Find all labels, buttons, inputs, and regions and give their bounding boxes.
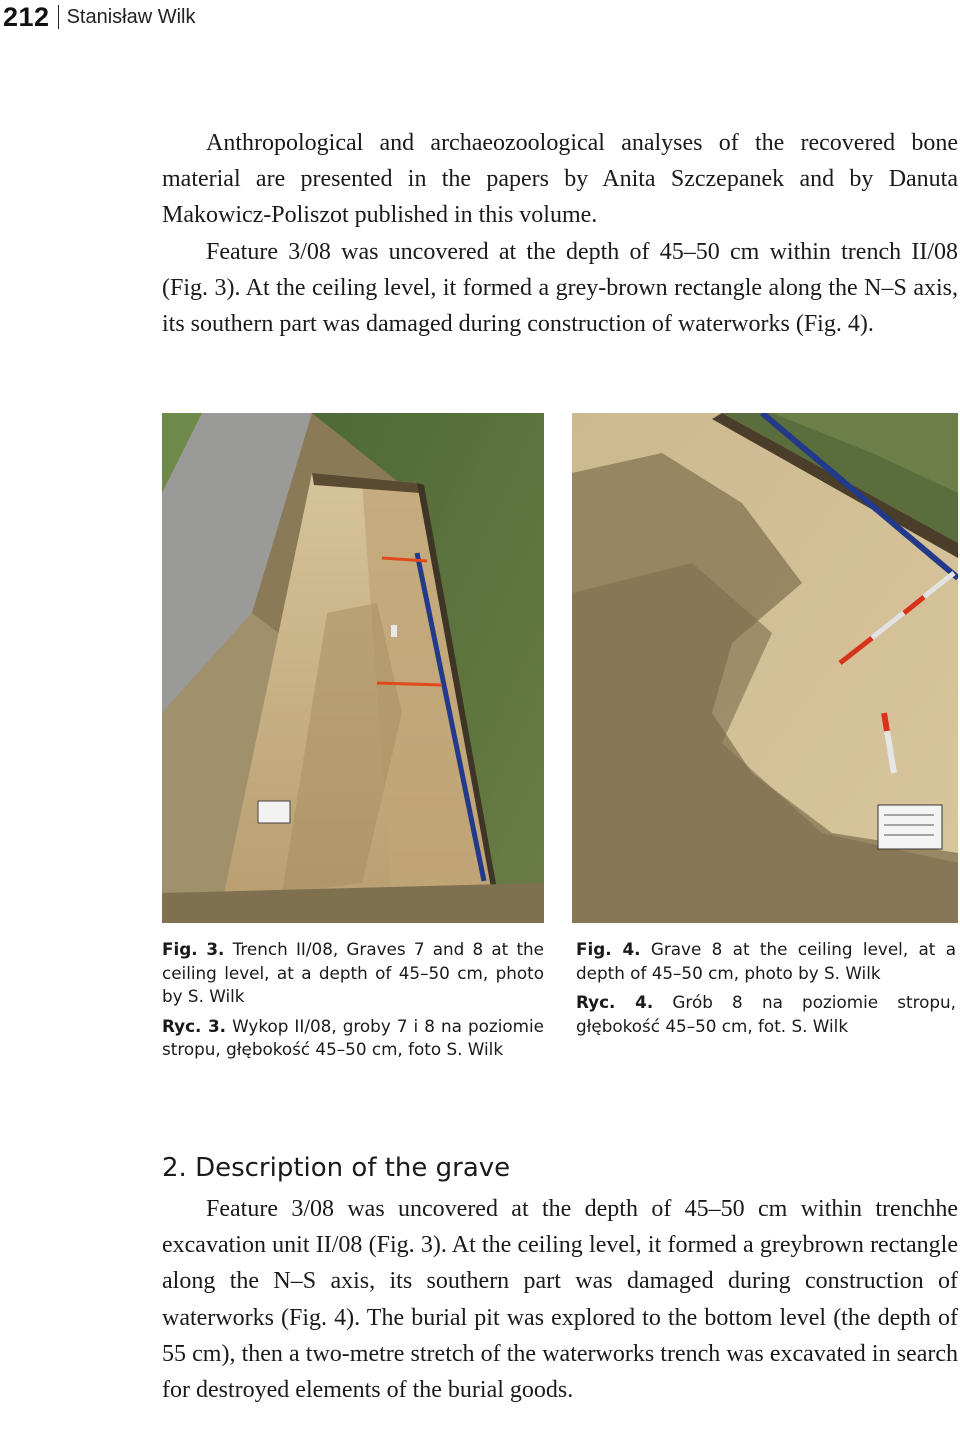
paragraph: Anthropological and archaeozoological analyses of the recovered bone material are presented in the papers by Anita Szczepanek and by Danuta Makowicz-Poliszot published in this volume.	[162, 130, 958, 229]
caption-text: Grób 8 na poziomie stropu, głębokość 45–50 cm, fot. S. Wilk	[576, 992, 956, 1036]
section-heading: 2. Description of the grave	[162, 1152, 511, 1183]
running-header	[3, 0, 195, 34]
figure-4-photo	[572, 413, 958, 923]
body-text-top	[162, 125, 958, 342]
grave-photo-illustration	[572, 413, 958, 923]
caption-label: Fig. 4.	[576, 939, 641, 959]
running-author: Stanisław Wilk	[66, 5, 196, 28]
paragraph: Feature 3/08 was uncovered at the depth of 45–50 cm within trench II/08 (Fig. 3). At the ceiling level, it formed a grey-brown rectangle along the N–S axis, its southern part was damaged during construction of waterworks (Fig. 4).	[162, 238, 958, 338]
caption-pl	[576, 991, 956, 1038]
caption-text: Trench II/08, Graves 7 and 8 at the ceiling level, at a depth of 45–50 cm, photo by S. Wilk	[162, 939, 544, 1006]
caption-label: Ryc. 4.	[576, 992, 654, 1012]
figure-3-caption	[162, 938, 544, 1062]
paragraph: Feature 3/08 was uncovered at the depth of 45–50 cm within trenchhe excavation unit II/08 (Fig. 3). At the ceiling level, it formed a greybrown rectangle along the N–S axis, its southern part was damaged during construction of waterworks (Fig. 4). The burial pit was explored to the bottom level (the depth of 55 cm), then a two-metre stretch of the waterworks trench was excavated in search for destroyed elements of the burial goods.	[162, 1196, 958, 1404]
figure-4-caption	[576, 938, 956, 1038]
body-text-section	[162, 1191, 958, 1408]
page-number: 212	[3, 1, 50, 32]
caption-pl	[162, 1015, 544, 1062]
caption-label: Ryc. 3.	[162, 1015, 227, 1036]
figure-3-photo	[162, 413, 544, 923]
header-divider	[58, 5, 59, 29]
caption-text: Grave 8 at the ceiling level, at a depth of 45–50 cm, photo by S. Wilk	[576, 939, 956, 983]
caption-en	[162, 938, 544, 1009]
caption-en	[576, 938, 956, 985]
caption-text: Wykop II/08, groby 7 i 8 na poziomie stropu, głębokość 45–50 cm, foto S. Wilk	[162, 1015, 544, 1059]
caption-label: Fig. 3.	[162, 939, 225, 959]
trench-photo-illustration	[162, 413, 544, 923]
